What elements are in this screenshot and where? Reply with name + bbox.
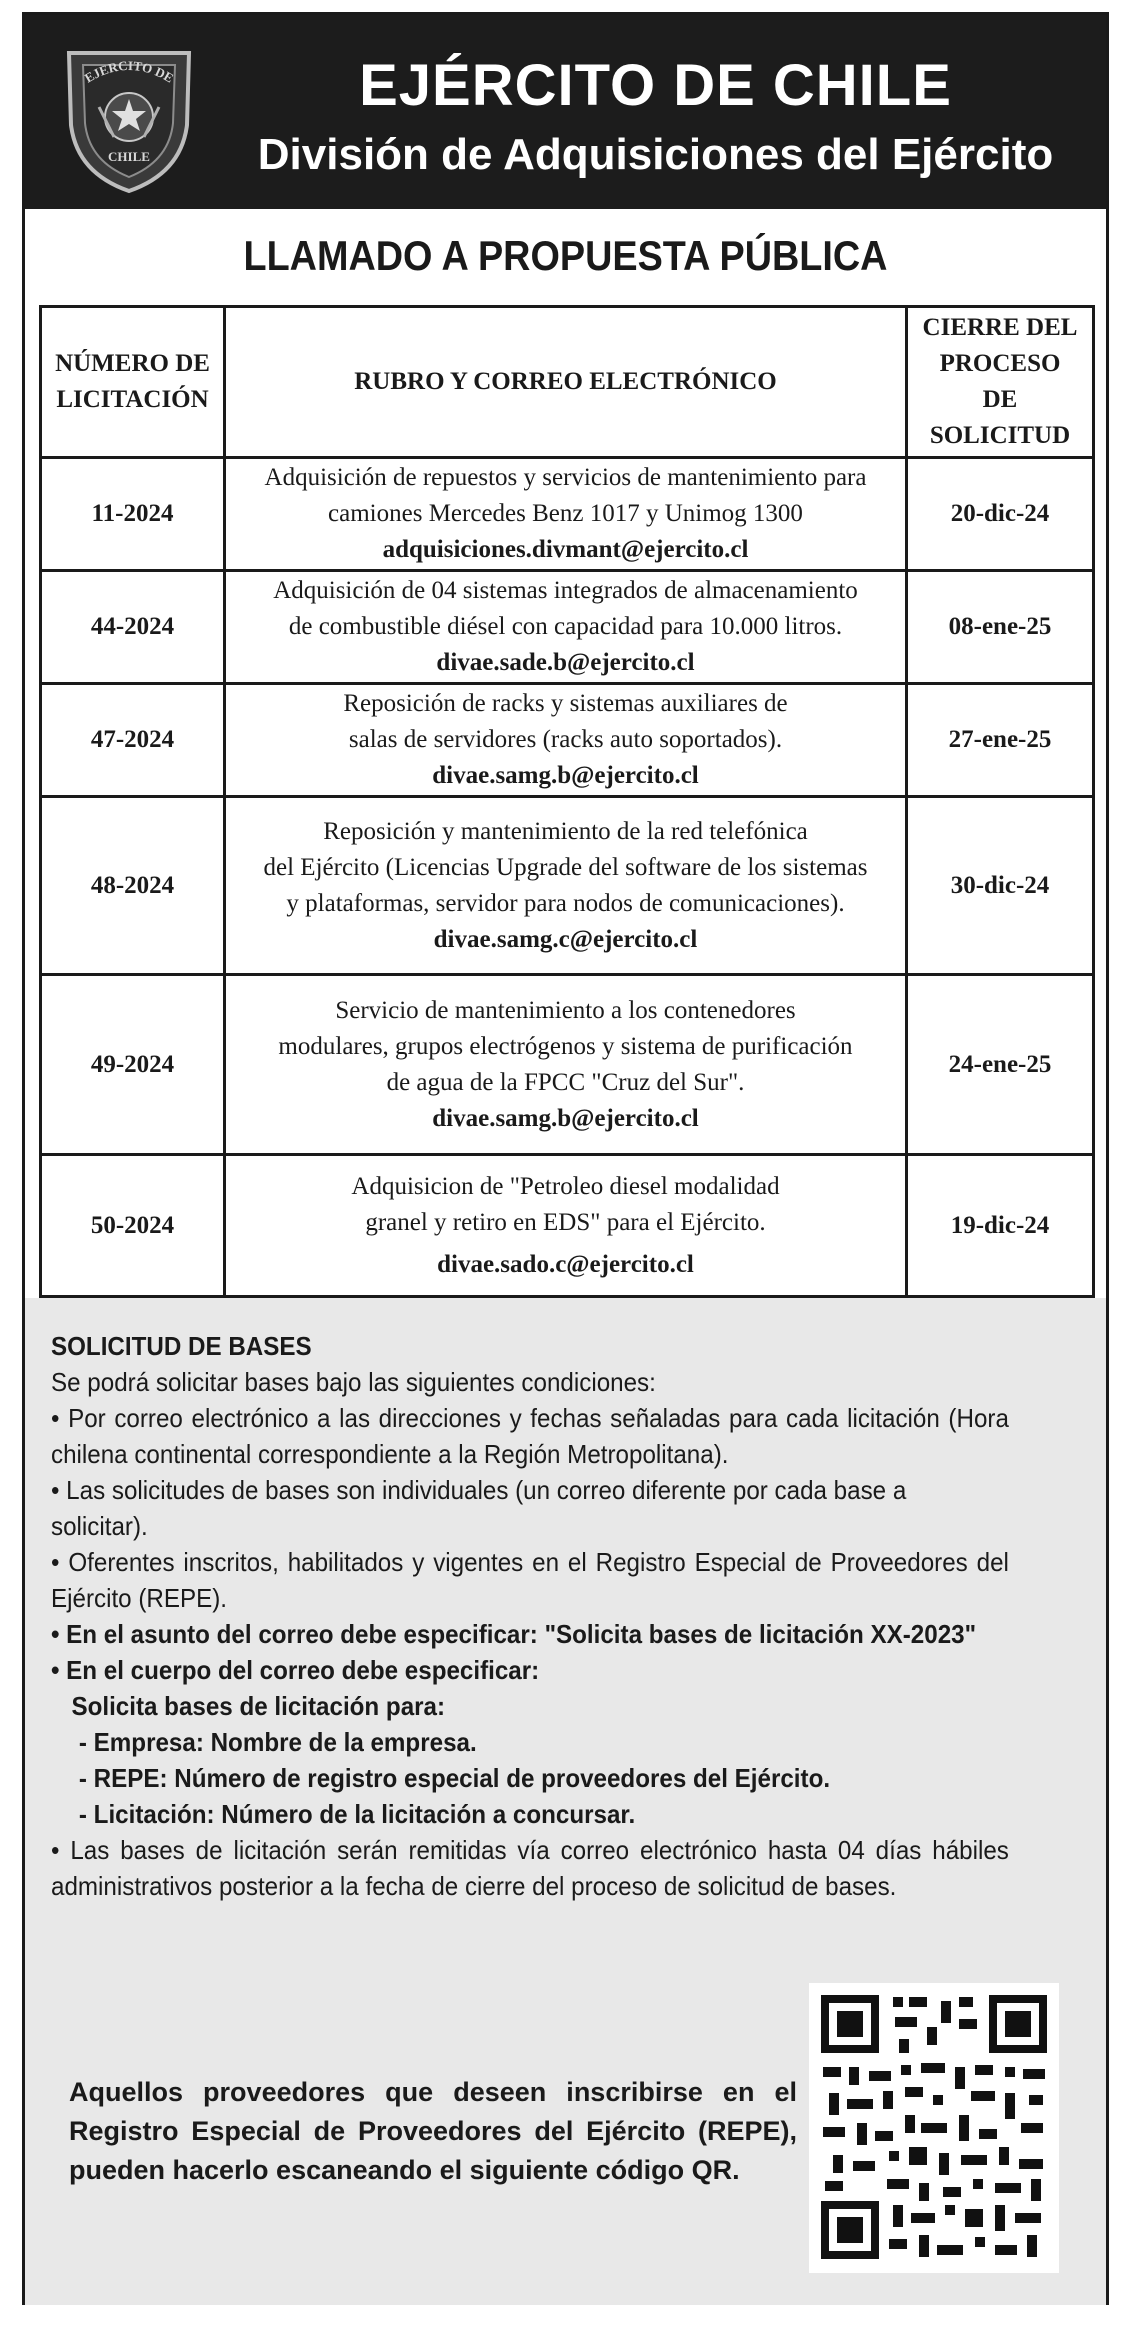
contact-email: divae.sado.c@ejercito.cl [437, 1250, 694, 1278]
rubro-line: modulares, grupos electrógenos y sistema de purificación [278, 1032, 853, 1060]
bases-subitem: - REPE: Número de registro especial de proveedores del Ejército. [78, 1763, 831, 1793]
emblem-bottom-text: CHILE [108, 149, 150, 164]
closing-date: 30-dic-24 [907, 797, 1094, 975]
table-row [41, 975, 1094, 1155]
rubro-line: de combustible diésel con capacidad para 10.000 litros. [288, 613, 843, 640]
contact-email: divae.samg.b@ejercito.cl [432, 762, 699, 789]
rubro-cell [225, 975, 907, 1155]
bases-panel [25, 1298, 1106, 2305]
bases-bullet: • Las solicitudes de bases son individuales (un correo diferente por cada base a solicitar). [51, 1475, 907, 1541]
header-cierre-line: SOLICITUD [929, 422, 1071, 449]
header-cierre-line: DE [982, 386, 1018, 413]
rubro-line: Servicio de mantenimiento a los contenedores [335, 996, 796, 1024]
rubro-line: granel y retiro en EDS" para el Ejército. [365, 1208, 766, 1236]
bases-bullet: • En el cuerpo del correo debe especificar: [51, 1655, 540, 1685]
licitacion-number: 50-2024 [41, 1155, 225, 1297]
bases-bullet: • Por correo electrónico a las direcciones y fechas señaladas para cada licitación (Hora chilena continental correspondiente a la Región Metropolitana). [51, 1403, 1009, 1469]
table-row [41, 797, 1094, 975]
licitacion-number: 44-2024 [41, 571, 225, 684]
rubro-cell [225, 571, 907, 684]
closing-date: 20-dic-24 [907, 458, 1094, 571]
rubro-line: Adquisición de 04 sistemas integrados de almacenamiento [273, 577, 858, 604]
bases-subitem: - Empresa: Nombre de la empresa. [78, 1727, 477, 1757]
bases-bullet: • En el asunto del correo debe especificar: "Solicita bases de licitación XX-2023" [51, 1619, 977, 1649]
bases-heading: SOLICITUD DE BASES [51, 1331, 312, 1361]
bases-intro: Se podrá solicitar bases bajo las siguientes condiciones: [51, 1367, 656, 1397]
table-row [41, 1155, 1094, 1297]
rubro-line: salas de servidores (racks auto soportados). [348, 726, 783, 753]
closing-date: 19-dic-24 [907, 1155, 1094, 1297]
licitacion-number: 48-2024 [41, 797, 225, 975]
bases-section [51, 1328, 1009, 1904]
qr-note: Aquellos proveedores que deseen inscribirse en el Registro Especial de Proveedores del Ejército (REPE), pueden hacerlo escaneando el siguiente código QR. [69, 2077, 797, 2185]
tender-table [39, 305, 1095, 1298]
contact-email: divae.samg.b@ejercito.cl [432, 1104, 699, 1132]
bases-bullet: • Oferentes inscritos, habilitados y vigentes en el Registro Especial de Proveedores del Ejército (REPE). [51, 1547, 1009, 1613]
licitacion-number: 49-2024 [41, 975, 225, 1155]
contact-email: divae.sade.b@ejercito.cl [436, 649, 695, 676]
emblem-top-text: EJERCITO DE [81, 57, 177, 86]
header-rubro: RUBRO Y CORREO ELECTRÓNICO [225, 307, 907, 458]
army-shield-icon [59, 45, 199, 195]
licitacion-number: 47-2024 [41, 684, 225, 797]
rubro-cell [225, 1155, 907, 1297]
rubro-line: camiones Mercedes Benz 1017 y Unimog 1300 [328, 500, 803, 527]
rubro-line: y plataformas, servidor para nodos de comunicaciones). [286, 889, 845, 917]
licitacion-number: 11-2024 [41, 458, 225, 571]
header-cierre-line: PROCESO [939, 350, 1061, 377]
rubro-cell [225, 797, 907, 975]
contact-email: adquisiciones.divmant@ejercito.cl [382, 536, 749, 563]
closing-date: 24-ene-25 [907, 975, 1094, 1155]
rubro-line: Adquisicion de "Petroleo diesel modalidad [351, 1172, 780, 1200]
header-banner [25, 15, 1106, 209]
rubro-line: de agua de la FPCC "Cruz del Sur". [386, 1068, 745, 1096]
header-subtitle: División de Adquisiciones del Ejército [257, 130, 1054, 179]
header-numero-line: NÚMERO DE [55, 350, 210, 377]
notice-frame [22, 12, 1109, 2305]
rubro-line: Adquisición de repuestos y servicios de mantenimiento para [264, 464, 867, 491]
table-row [41, 571, 1094, 684]
header-title: EJÉRCITO DE CHILE [359, 53, 952, 118]
rubro-line: del Ejército (Licencias Upgrade del software de los sistemas [263, 853, 868, 881]
rubro-line: Reposición de racks y sistemas auxiliares de [343, 690, 788, 717]
qr-code-icon[interactable] [809, 1983, 1059, 2273]
table-row [41, 684, 1094, 797]
closing-date: 08-ene-25 [907, 571, 1094, 684]
rubro-cell [225, 458, 907, 571]
table-header-row [41, 307, 1094, 458]
page-title: LLAMADO A PROPUESTA PÚBLICA [243, 232, 888, 279]
header-cierre-line: CIERRE DEL [922, 314, 1078, 341]
bases-subitem: - Licitación: Número de la licitación a concursar. [78, 1799, 636, 1829]
table-row [41, 458, 1094, 571]
header-numero-line: LICITACIÓN [56, 386, 209, 413]
header-numero [41, 307, 225, 458]
closing-date: 27-ene-25 [907, 684, 1094, 797]
rubro-line: Reposición y mantenimiento de la red telefónica [323, 817, 808, 845]
bases-bullet: • Las bases de licitación serán remitidas vía correo electrónico hasta 04 días hábiles administrativos posterior a la fecha de cierre del proceso de solicitud de bases. [51, 1835, 1009, 1901]
bases-subheading: Solicita bases de licitación para: [71, 1691, 446, 1721]
contact-email: divae.samg.c@ejercito.cl [433, 925, 698, 953]
rubro-cell [225, 684, 907, 797]
header-cierre [907, 307, 1094, 458]
